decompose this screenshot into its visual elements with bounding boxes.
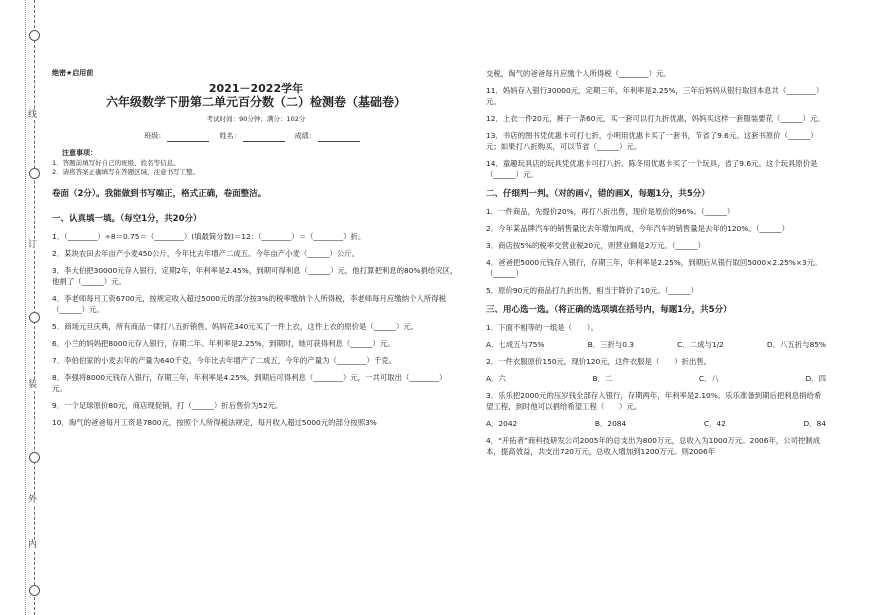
question-item: 4．李老师每月工资6700元，按规定收入超过5000元的部分按3%的税率缴纳个人所得税，李老师每月应缴纳个人所得税（______）元。	[52, 294, 447, 314]
choice-option: B．二	[592, 374, 613, 383]
choice-question: 3．乐乐把2000元的压岁钱全部存入银行，存期两年，年利率是2.10%。乐乐准备到期后把利息捐给希望工程，到时他可以捐给希望工程（ ）元。	[486, 391, 822, 411]
student-fields	[52, 131, 460, 142]
field-name-label: 姓名：	[219, 132, 241, 140]
question-item: 8．李强将8000元钱存入银行，存期三年，年利率是4.25%，到期后可得利息（________）元，一共可取出（________）元。	[52, 373, 447, 393]
secret-label: 绝密★启用前	[52, 69, 94, 77]
right-column	[486, 68, 826, 463]
choice-options	[486, 373, 826, 384]
field-score-blank[interactable]	[318, 133, 360, 142]
binding-char: 线	[28, 110, 38, 120]
left-column	[52, 68, 460, 434]
notes-title: 注意事项：	[62, 149, 97, 157]
choice-question: 2．一件衣服原价150元，现价120元，这件衣服是（ ）折出售。	[486, 357, 712, 366]
question-item: 7．李伯伯家的小麦去年的产量为640千克，今年比去年增产了二成五，今年的产量为（________）千克。	[52, 356, 397, 365]
question-item: 3．李大伯把30000元存入银行，定期2年，年利率是2.45%，到期可得利息（______）元，他打算把利息的80%捐给灾区，他捐了（______）元。	[52, 266, 458, 286]
exam-year-title: 2021－2022学年	[208, 82, 304, 95]
question-item: 14．童趣玩具店的玩具凭优惠卡可打八折。陈冬用优惠卡买了一个玩具，省了9.6元。这个玩具原价是（______）元。	[486, 159, 818, 179]
field-class-label: 班级：	[144, 132, 166, 140]
judge-item: 1．一件商品，先提价20%，再打八折出售，现价是原价的96%。（______）	[486, 207, 735, 216]
choice-option: D．84	[803, 419, 826, 428]
field-score-label: 成绩：	[294, 132, 316, 140]
section-3-heading: 三、用心选一选。（将正确的选项填在括号内，每题1分，共5分）	[486, 305, 732, 315]
choice-option: D．八五折与85%	[766, 340, 826, 349]
choice-options	[486, 339, 826, 350]
binding-hole	[29, 168, 40, 179]
exam-main-title: 六年级数学下册第二单元百分数（二）检测卷（基础卷）	[105, 95, 406, 109]
question-item: 10．淘气的爸爸每月工资是7800元，按照个人所得税法规定，每月收入超过5000元的部分按照3%	[52, 418, 377, 427]
choice-option: C．二成与1/2	[677, 340, 724, 349]
binding-hole	[29, 585, 40, 596]
binding-char: 订	[28, 240, 38, 250]
binding-hole	[29, 452, 40, 463]
choice-option: A．七成五与75%	[486, 340, 545, 349]
question-item: 12．上衣一件20元，裤子一条60元，买一套可以打九折优惠，妈妈买这样一套服装要花（______）元。	[486, 114, 825, 123]
choice-option: B．2084	[594, 419, 627, 428]
field-name-blank[interactable]	[243, 133, 285, 142]
binding-char: 装	[28, 380, 38, 390]
choice-option: C．42	[703, 419, 726, 428]
choice-option: C．八	[698, 374, 719, 383]
exam-info: 考试时间：90分钟；满分：102分	[206, 115, 306, 123]
choice-question: 4．“开拓者”商科技研发公司2005年的总支出为800万元，总收入为1000万元。2006年，公司控制成本，提高效益，共支出720万元，总收入增加到1200万元。则2006年	[486, 436, 821, 456]
judge-item: 4．爸爸把5000元钱存入银行，存期三年，年利率是2.25%，到期后从银行取回5000×2.25%×3元。（______）	[486, 258, 822, 278]
note-item: 1．答题前填写好自己的班级、姓名等信息。	[52, 159, 180, 167]
question-item: 5．商场元旦庆典，所有商品一律打八五折销售。妈妈花340元买了一件上衣，这件上衣的原价是（______）元。	[52, 322, 419, 331]
binding-char: 内	[28, 540, 38, 550]
choice-question: 1．下面不相等的一组是（ ）。	[486, 323, 598, 332]
binding-hole	[29, 30, 40, 41]
section-1-heading: 一、认真填一填。（每空1分，共20分）	[52, 214, 202, 224]
choice-option: D．四	[805, 374, 826, 383]
binding-dotted-line	[25, 0, 26, 615]
choice-option: A．六	[486, 374, 506, 383]
judge-item: 2．今年某品牌汽车的销售量比去年增加两成，今年汽车的销售量是去年的120%。（______）	[486, 224, 789, 233]
judge-item: 5．原价90元的商品打九折出售，相当于降价了10元。（______）	[486, 286, 698, 295]
field-class-blank[interactable]	[167, 133, 209, 142]
section-2-heading: 二、仔细判一判。（对的画√，错的画X，每题1分，共5分）	[486, 189, 710, 199]
choice-option: B．三折与0.3	[587, 340, 634, 349]
binding-char: 外	[28, 495, 38, 505]
choice-option: A．2042	[486, 419, 518, 428]
question-item: 6．小兰的妈妈把8000元存入银行，存期二年。年利率是2.25%，到期时，她可获得利息（______）元。	[52, 339, 395, 348]
question-item: 13．书店的图书凭优惠卡可打七折，小明用优惠卡买了一套书，节省了9.6元。这套书原价（______）元；如果打八折购买，可以节省（______）元。	[486, 131, 818, 151]
neatness-note: 卷面（2分）。我能做到书写端正，格式正确，卷面整洁。	[52, 189, 267, 199]
binding-dashed-line	[34, 0, 35, 615]
binding-hole	[29, 312, 40, 323]
choice-options	[486, 418, 826, 429]
question-item: 11．妈妈存入银行30000元，定期三年，年利率是2.25%，三年后妈妈从银行取回本息共（________）元。	[486, 86, 824, 106]
question-continuation: 交税，淘气的爸爸每月应缴个人所得税（________）元。	[486, 69, 671, 78]
judge-item: 3．商店按5%的税率交营业税20元，则营业额是2万元。（______）	[486, 241, 705, 250]
binding-margin	[0, 0, 46, 615]
question-item: 1．（________）÷8＝0.75＝（________）(填最简分数)＝12：（________）＝（________）折。	[52, 232, 366, 241]
question-item: 9．一个足球原价80元，商店现促销，打（______）折后售价为52元。	[52, 401, 283, 410]
question-item: 2．某块农田去年亩产小麦450公斤，今年比去年增产二成五。今年亩产小麦（______）公斤。	[52, 249, 360, 258]
note-item: 2．请将答案正确填写在答题区域，注意书写工整。	[52, 168, 200, 176]
